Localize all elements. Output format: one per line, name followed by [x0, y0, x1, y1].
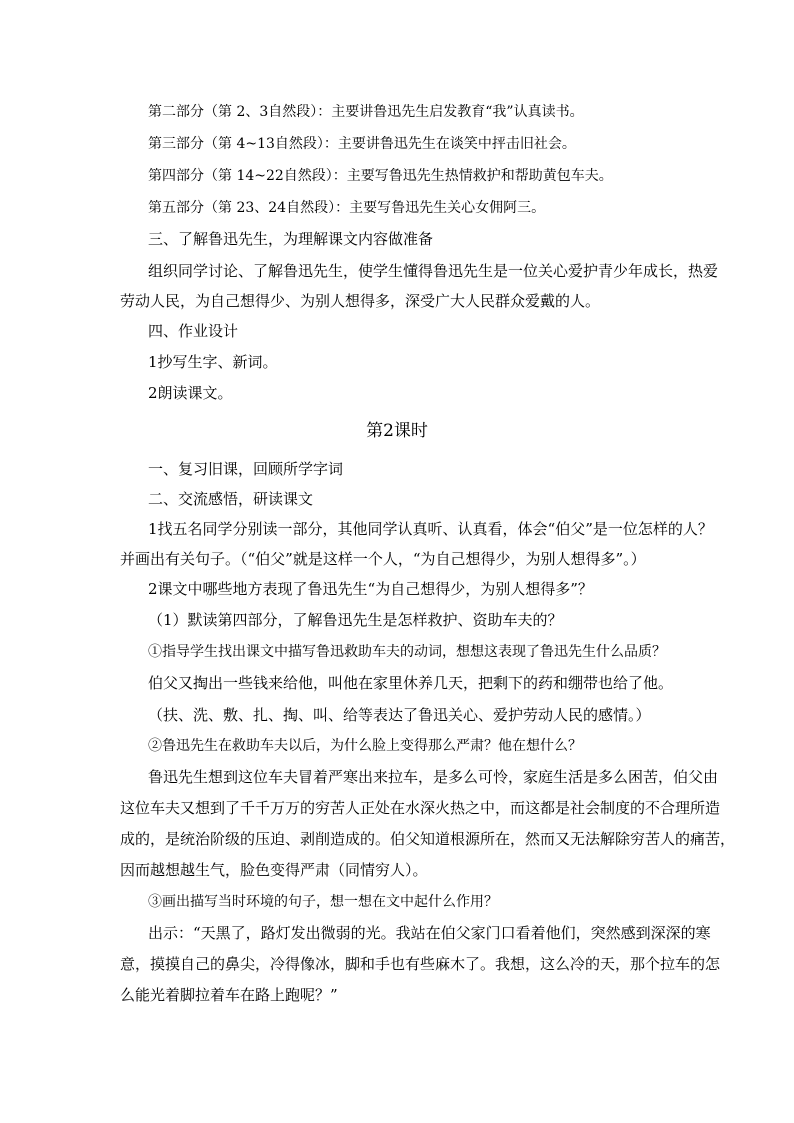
text-line: 1抄写生字、新词。: [148, 353, 278, 371]
section-heading: 二、交流感悟，研读课文: [148, 490, 314, 508]
lesson-title: 第2课时: [366, 421, 428, 441]
section-heading: 三、了解鲁迅先生，为理解课文内容做准备: [148, 230, 434, 248]
text-line: 1找五名同学分别读一部分，其他同学认真听、认真看，体会“伯父”是一位怎样的人？: [148, 520, 713, 538]
text-line: （1）默读第四部分，了解鲁迅先生是怎样救护、资助车夫的？: [148, 611, 563, 629]
text-line: 2朗读课文。: [148, 384, 233, 402]
section-heading: 一、复习旧课，回顾所学字词: [148, 460, 344, 478]
text-line: 第二部分（第 2、3自然段）：主要讲鲁迅先生启发教育“我”认真读书。: [148, 104, 584, 120]
text-line: 第三部分（第 4~13自然段）：主要讲鲁迅先生在谈笑中抨击旧社会。: [148, 136, 576, 152]
text-line: 并画出有关句子。（“伯父”就是这样一个人，“为自己想得少，为别人想得多”。）: [120, 550, 646, 568]
text-line: 劳动人民，为自己想得少、为别人想得多，深受广大人民群众爱戴的人。: [120, 292, 601, 310]
text-line: ①指导学生找出课文中描写鲁迅救助车夫的动词，想想这表现了鲁迅先生什么品质？: [148, 644, 666, 660]
text-line: 出示：“天黑了，路灯发出微弱的光。我站在伯父家门口看着他们，突然感到深深的寒: [148, 924, 711, 942]
text-line: 2课文中哪些地方表现了鲁迅先生“为自己想得少，为别人想得多”？: [148, 580, 593, 598]
text-line: 第五部分（第 23、24自然段）：主要写鲁迅先生关心女佣阿三。: [148, 200, 546, 216]
text-line: 鲁迅先生想到这位车夫冒着严寒出来拉车，是多么可怜，家庭生活是多么困苦，伯父由: [148, 768, 719, 786]
text-line: 组织同学讨论、了解鲁迅先生，使学生懂得鲁迅先生是一位关心爱护青少年成长，热爱: [148, 262, 719, 280]
text-line: ③画出描写当时环境的句子，想一想在文中起什么作用？: [148, 894, 498, 910]
text-line: （扶、洗、敷、扎、掏、叫、给等表达了鲁迅关心、爱护劳动人民的感情。）: [148, 706, 651, 724]
text-line: 因而越想越生气，脸色变得严肃（同情穷人）。: [120, 861, 428, 879]
text-line: ②鲁迅先生在救助车夫以后，为什么脸上变得那么严肃？他在想什么？: [148, 738, 582, 754]
text-line: 么能光着脚拉着车在路上跑呢？”: [120, 986, 338, 1004]
section-heading: 四、作业设计: [148, 322, 239, 340]
text-line: 第四部分（第 14~22自然段）：主要写鲁迅先生热情救护和帮助黄包车夫。: [148, 168, 613, 184]
text-line: 伯父又掏出一些钱来给他，叫他在家里休养几天，把剩下的药和绷带也给了他。: [148, 674, 674, 692]
text-line: 意，摸摸自己的鼻尖，冷得像冰，脚和手也有些麻木了。我想，这么冷的天，那个拉车的怎: [120, 955, 721, 973]
text-line: 成的，是统治阶级的压迫、剥削造成的。伯父知道根源所在，然而又无法解除穷苦人的痛苦，: [120, 830, 736, 848]
text-line: 这位车夫又想到了千千万万的穷苦人正处在水深火热之中，而这都是社会制度的不合理所造: [120, 799, 721, 817]
